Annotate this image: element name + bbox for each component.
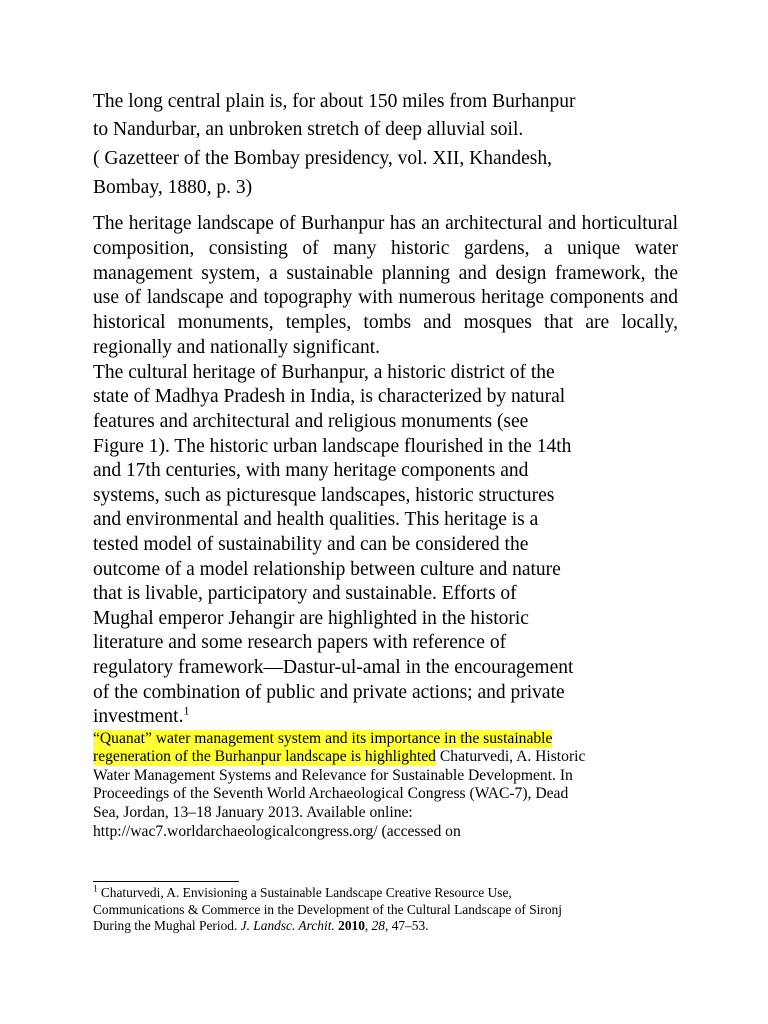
citation-text: Chaturvedi, A. Historic [435,748,586,766]
para2-line: features and architectural and religious monuments (see [93,410,529,432]
highlighted-text: regeneration of the Burhanpur landscape is highlighted [93,748,436,766]
epigraph-source-line-2: Bombay, 1880, p. 3) [93,177,253,198]
epigraph-source [93,144,678,202]
para2-line: and 17th centuries, with many heritage components and [93,460,529,482]
journal-pages: , 47–53. [385,918,429,933]
footnote-marker: 1 [93,883,98,894]
para2-line: Mughal emperor Jehangir are highlighted in the historic [93,607,529,629]
para2-line: tested model of sustainability and can be considered the [93,533,529,555]
footnote-line-3: During the Mughal Period. [93,918,241,933]
paragraph-cultural-heritage [93,361,678,730]
footnote-line-1: Chaturvedi, A. Envisioning a Sustainable Landscape Creative Resource Use, [97,885,512,900]
para2-line: literature and some research papers with reference of [93,632,507,654]
footnote-separator-text: , [364,918,372,933]
quanat-note [93,730,678,842]
citation-line: Water Management Systems and Relevance for Sustainable Development. In [93,766,573,784]
para2-line: of the combination of public and private actions; and private [93,681,565,703]
citation-line: Sea, Jordan, 13–18 January 2013. Available online: [93,804,413,822]
document-body [93,88,678,841]
footnote-line-2: Communications & Commerce in the Development of the Cultural Landscape of Sironj [93,901,562,917]
citation-url-line[interactable]: http://wac7.worldarchaeologicalcongress.org/ (accessed on [93,822,461,840]
paragraph-heritage-landscape: The heritage landscape of Burhanpur has an architectural and horticultural composition, consisting of many historic gardens, a unique water management system, a sustainable planning and design framework, the use of landscape and topography with numerous heritage components and historical monuments, temples, tombs and mosques that are locally, regionally and nationally significant. [93,213,678,358]
footnote-separator [93,881,239,882]
epigraph-line-2: to Nandurbar, an unbroken stretch of deep alluvial soil. [93,119,524,140]
journal-name: J. Landsc. Archit. [240,918,335,933]
para2-line: that is livable, participatory and sustainable. Efforts of [93,583,517,605]
highlighted-text: “Quanat” water management system and its importance in the sustainable [93,729,553,747]
para2-line: regulatory framework—Dastur-ul-amal in the encouragement [93,656,574,678]
footnote [93,885,678,935]
para2-line: The cultural heritage of Burhanpur, a historic district of the [93,361,555,383]
para2-line: investment. [93,706,184,728]
epigraph-line-1: The long central plain is, for about 150 miles from Burhanpur [93,91,576,112]
footnote-reference[interactable]: 1 [183,703,190,718]
para2-line: state of Madhya Pradesh in India, is characterized by natural [93,386,566,408]
para2-line: Figure 1). The historic urban landscape flourished in the 14th [93,435,572,457]
para2-line: outcome of a model relationship between culture and nature [93,558,561,580]
para2-line: systems, such as picturesque landscapes, historic structures [93,484,555,506]
journal-volume: 28 [371,918,385,933]
journal-year: 2010 [338,918,365,933]
epigraph-source-line-1: ( Gazetteer of the Bombay presidency, vol. XII, Khandesh, [93,148,552,169]
citation-line: Proceedings of the Seventh World Archaeological Congress (WAC-7), Dead [93,785,569,803]
para2-line: and environmental and health qualities. This heritage is a [93,509,539,531]
